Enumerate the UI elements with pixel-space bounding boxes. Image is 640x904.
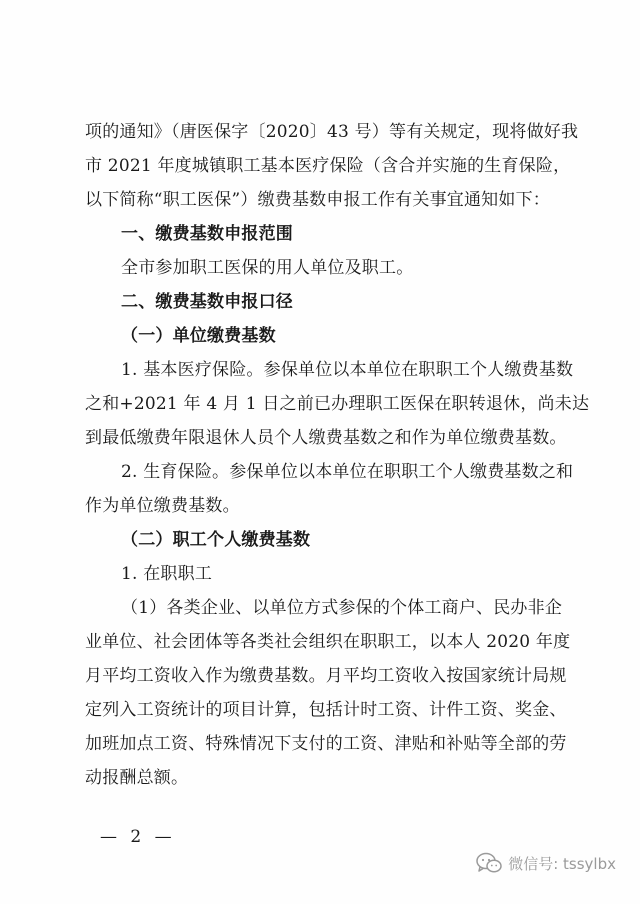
paragraph-line: 到最低缴费年限退休人员个人缴费基数之和作为单位缴费基数。	[85, 428, 567, 448]
page-number: — 2 —	[100, 827, 176, 847]
paragraph-line: 2. 生育保险。参保单位以本单位在职职工个人缴费基数之和	[121, 462, 574, 482]
subsection-heading-unit-base: （一）单位缴费基数	[121, 326, 276, 346]
paragraph-line: 动报酬总额。	[85, 768, 189, 788]
paragraph-line: 项的通知》（唐医保字〔2020〕43 号）等有关规定，现将做好我	[85, 122, 579, 142]
paragraph-line: 作为单位缴费基数。	[85, 496, 240, 516]
paragraph-line: 市 2021 年度城镇职工基本医疗保险（含合并实施的生育保险，	[85, 156, 571, 176]
wechat-watermark	[476, 852, 616, 874]
paragraph-line: 1. 基本医疗保险。参保单位以本单位在职职工个人缴费基数	[121, 360, 574, 380]
section-heading-scope: 一、缴费基数申报范围	[121, 224, 293, 244]
paragraph-line: 以下简称“职工医保”）缴费基数申报工作有关事宜通知如下：	[85, 190, 550, 210]
wechat-icon	[476, 852, 502, 874]
paragraph-line: （1）各类企业、以单位方式参保的个体工商户、民办非企	[121, 598, 563, 618]
paragraph-line: 月平均工资收入作为缴费基数。月平均工资收入按国家统计局规	[85, 666, 567, 686]
subsection-heading-personal-base: （二）职工个人缴费基数	[121, 530, 311, 550]
paragraph-line: 1. 在职职工	[121, 564, 213, 584]
paragraph-line: 加班加点工资、特殊情况下支付的工资、津贴和补贴等全部的劳	[85, 734, 567, 754]
paragraph-line: 之和+2021 年 4 月 1 日之前已办理职工医保在职转退休，尚未达	[85, 394, 590, 414]
paragraph-line: 全市参加职工医保的用人单位及职工。	[121, 258, 414, 278]
watermark-text: 微信号: tssylbx	[508, 854, 616, 873]
paragraph-line: 定列入工资统计的项目计算，包括计时工资、计件工资、奖金、	[85, 700, 567, 720]
section-heading-criteria: 二、缴费基数申报口径	[121, 292, 293, 312]
paragraph-line: 业单位、社会团体等各类社会组织在职职工，以本人 2020 年度	[85, 632, 571, 652]
